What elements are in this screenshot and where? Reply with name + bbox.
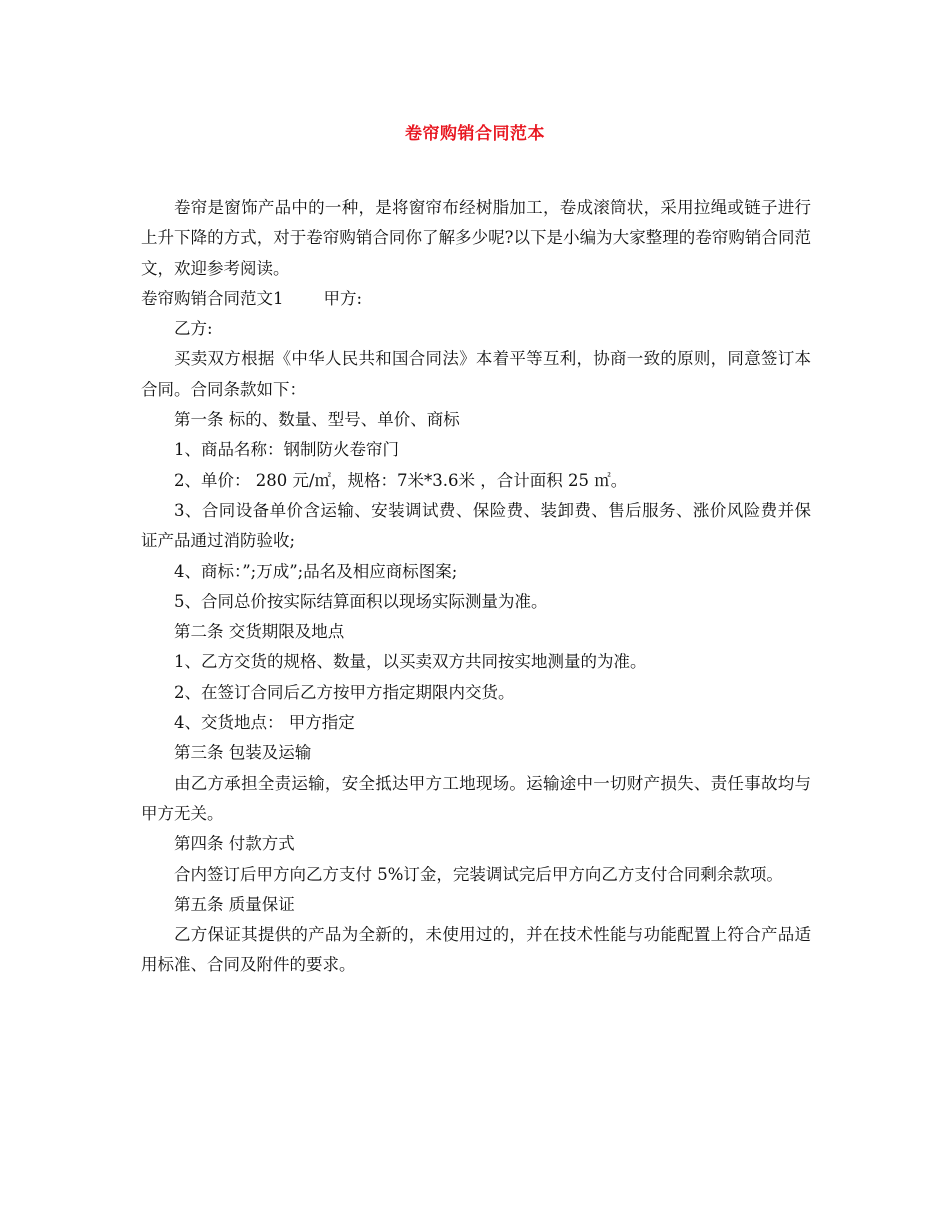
document-body: [141, 193, 811, 981]
article-2-item-4: 4、交货地点： 甲方指定: [174, 713, 355, 733]
article-1-item-2: 2、单价： 280 元/㎡，规格：7米*3.6米 ，合计面积 25 ㎡。: [174, 470, 628, 490]
article-4-title: 第四条 付款方式: [174, 834, 295, 854]
party-a-label: 甲方:: [323, 288, 363, 308]
article-5-text: 乙方保证其提供的产品为全新的，未使用过的，并在技术性能与功能配置上符合产品适用标准、合同及附件的要求。: [141, 925, 811, 975]
article-1-item-4: 4、商标：”;万成”;品名及相应商标图案;: [174, 561, 458, 581]
sample-heading-line: [141, 284, 811, 314]
article-5-title: 第五条 质量保证: [174, 894, 295, 914]
article-4-text: 合内签订后甲方向乙方支付 5%订金，完装调试完后甲方向乙方支付合同剩余款项。: [174, 864, 783, 884]
preamble-paragraph: 买卖双方根据《中华人民共和国合同法》本着平等互利，协商一致的原则，同意签订本合同。合同条款如下：: [141, 349, 811, 399]
article-2-title: 第二条 交货期限及地点: [174, 622, 345, 642]
article-2-item-2: 2、在签订合同后乙方按甲方指定期限内交货。: [174, 682, 515, 702]
sample-heading: 卷帘购销合同范文1: [141, 288, 284, 308]
article-3-title: 第三条 包装及运输: [174, 743, 312, 763]
article-1-title: 第一条 标的、数量、型号、单价、商标: [174, 410, 460, 430]
article-2-item-1: 1、乙方交货的规格、数量，以买卖双方共同按实地测量的为准。: [174, 652, 647, 672]
article-1-item-3: 3、合同设备单价含运输、安装调试费、保险费、装卸费、售后服务、涨价风险费并保证产品通过消防验收;: [141, 500, 811, 551]
document-title: 卷帘购销合同范本: [405, 124, 545, 144]
party-b-label: 乙方:: [174, 319, 213, 339]
article-3-text: 由乙方承担全责运输，安全抵达甲方工地现场。运输途中一切财产损失、责任事故均与甲方无关。: [141, 773, 811, 823]
article-1-item-5: 5、合同总价按实际结算面积以现场实际测量为准。: [174, 591, 548, 611]
article-1-item-1: 1、商品名称：钢制防火卷帘门: [174, 440, 399, 460]
intro-paragraph: 卷帘是窗饰产品中的一种，是将窗帘布经树脂加工，卷成滚筒状，采用拉绳或链子进行上升下降的方式，对于卷帘购销合同你了解多少呢?以下是小编为大家整理的卷帘购销合同范文，欢迎参考阅读。: [141, 198, 811, 278]
